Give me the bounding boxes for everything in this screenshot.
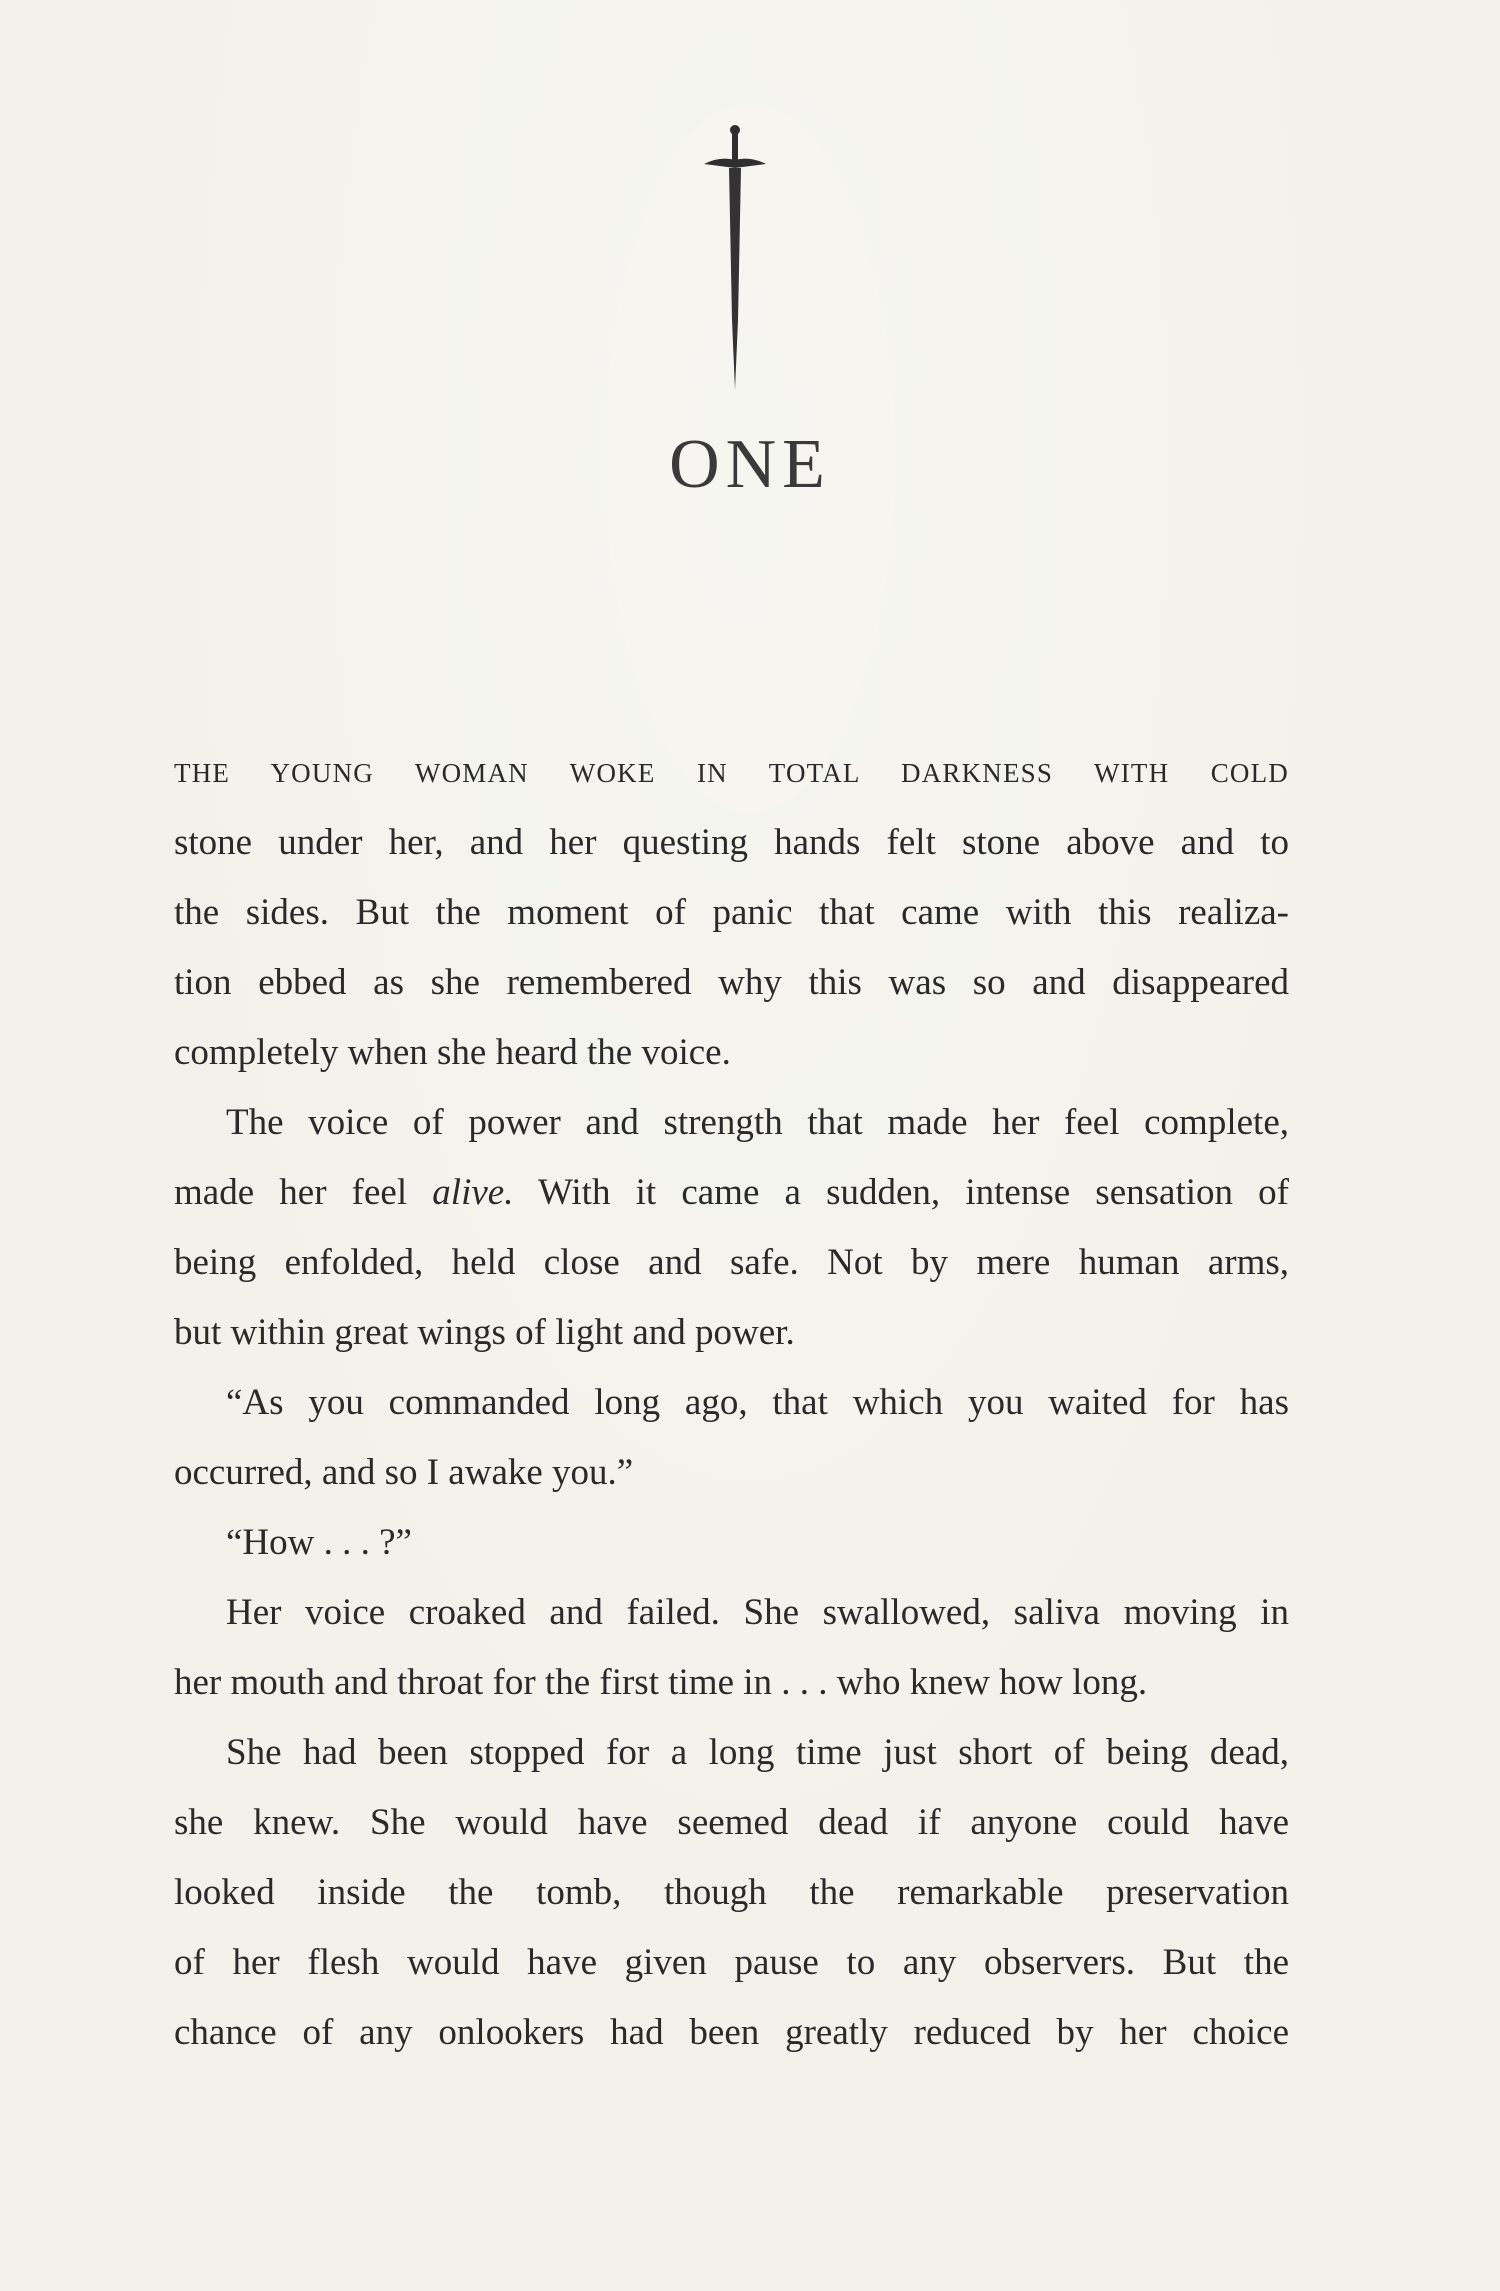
text-line: The voice of power and strength that made her feel complete, <box>226 1102 1289 1143</box>
text-line: THE YOUNG WOMAN WOKE IN TOTAL DARKNESS WITH COLD <box>174 758 1289 788</box>
text-line: “How . . . ?” <box>226 1522 412 1563</box>
text-line: She had been stopped for a long time just short of being dead, <box>226 1732 1289 1773</box>
text-line: but within great wings of light and power. <box>174 1312 795 1353</box>
text-line: chance of any onlookers had been greatly reduced by her choice <box>174 2012 1289 2053</box>
text-line: the sides. But the moment of panic that came with this realiza- <box>174 892 1289 933</box>
text-segment: With it came a sudden, intense sensation of <box>513 1172 1289 1213</box>
chapter-text <box>174 738 1289 2068</box>
text-line: of her flesh would have given pause to any observers. But the <box>174 1942 1289 1983</box>
chapter-title: ONE <box>669 426 831 503</box>
text-line: “As you commanded long ago, that which you waited for has <box>226 1382 1289 1423</box>
text-line: her mouth and throat for the first time in . . . who knew how long. <box>174 1662 1148 1703</box>
text-line: tion ebbed as she remembered why this was so and disappeared <box>174 962 1289 1003</box>
text-segment: made her feel <box>174 1172 433 1213</box>
text-line: occurred, and so I awake you.” <box>174 1452 634 1493</box>
text-line: Her voice croaked and failed. She swallowed, saliva moving in <box>226 1592 1289 1633</box>
text-line: completely when she heard the voice. <box>174 1032 731 1073</box>
text-line: she knew. She would have seemed dead if anyone could have <box>174 1802 1289 1843</box>
text-line: stone under her, and her questing hands felt stone above and to <box>174 822 1289 863</box>
dagger-icon <box>700 120 770 400</box>
text-line <box>174 1158 1289 1228</box>
text-line: looked inside the tomb, though the remarkable preservation <box>174 1872 1289 1913</box>
emphasized-word: alive. <box>432 1172 514 1213</box>
text-line: being enfolded, held close and safe. Not by mere human arms, <box>174 1242 1289 1283</box>
